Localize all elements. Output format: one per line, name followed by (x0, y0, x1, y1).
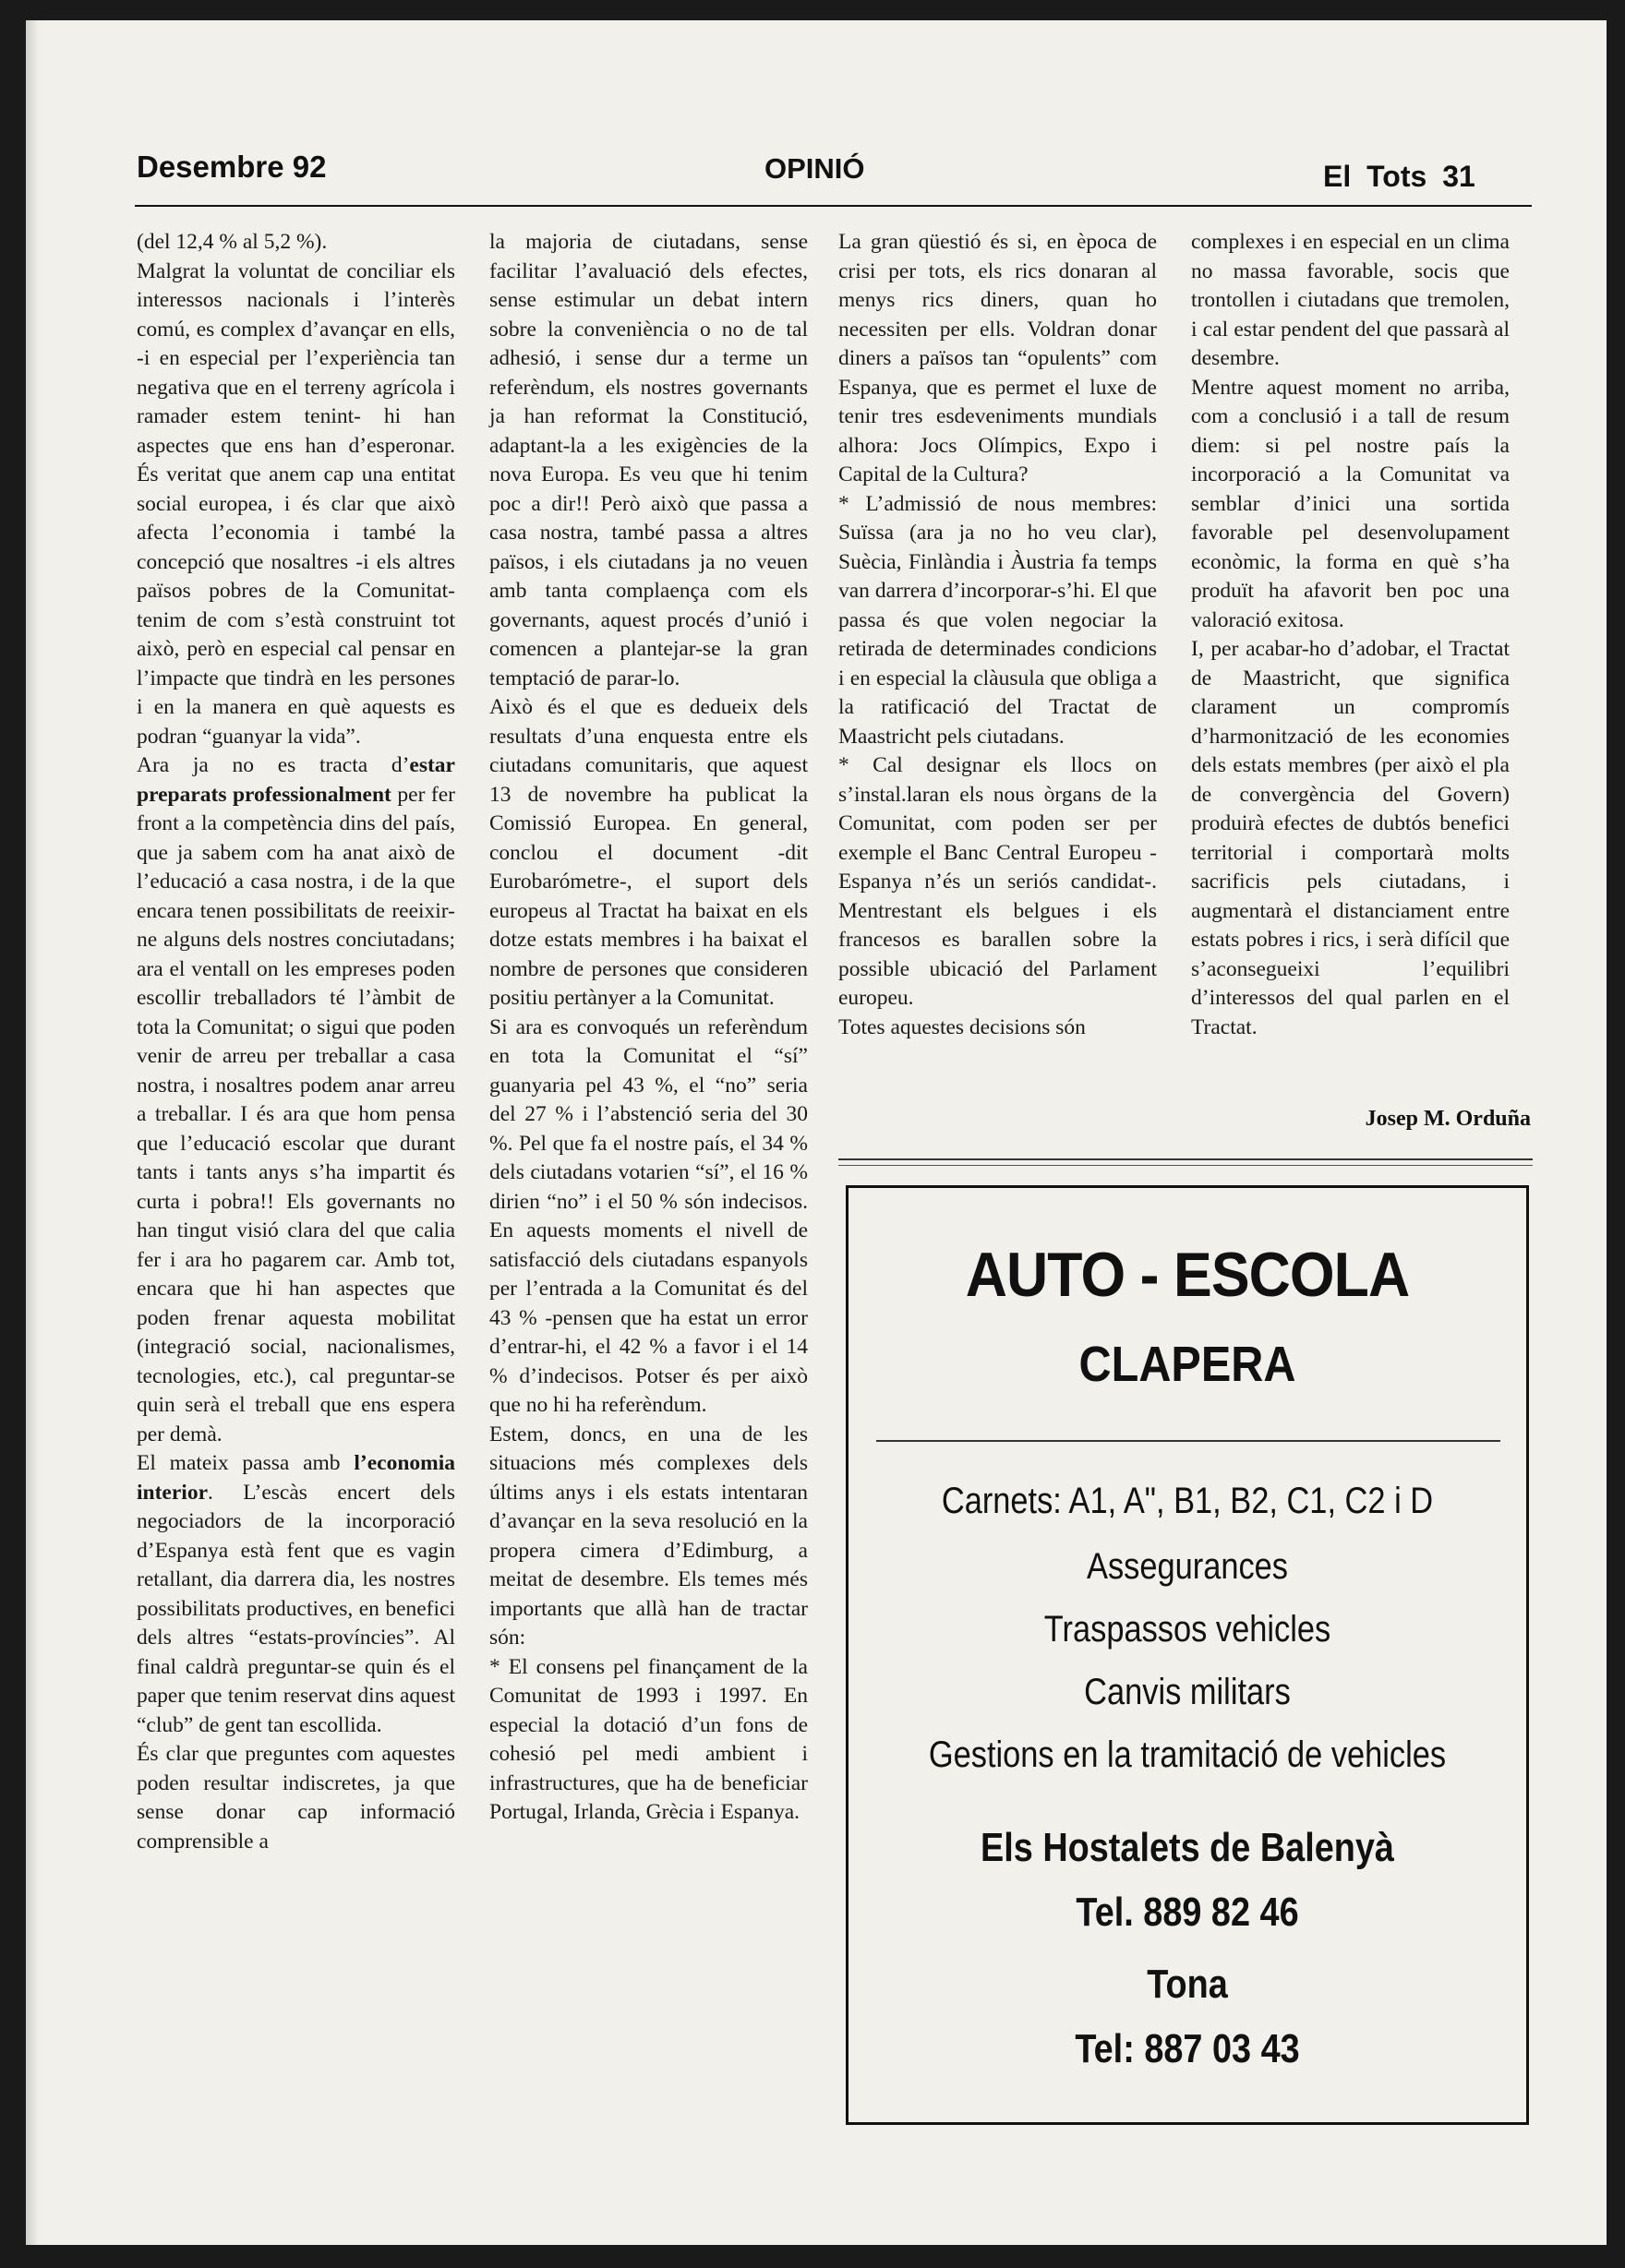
paragraph: Això és el que es dedueix dels resultats d’una enquesta entre els ciutadans comunitaris, que aquest 13 de novembre ha publicat la Comissió Europea. En general, conclou el document -dit Eurobarómetre-, el suport dels europeus al Tractat ha baixat en els dotze estats membres i ha baixat el nombre de persones que consideren positiu pertànyer a la Comunitat. (489, 695, 808, 1010)
paragraph: * L’admissió de nous membres: Suïssa (ara ja no ho veu clar), Suècia, Finlàndia i Àustria fa temps van darrera d’incorporar-s’hi. El que passa és que volen negociar la retirada de determinades condicions i en especial la clàusula que obliga a la ratificació del Tractat de Maastricht pels ciutadans. (838, 491, 1157, 749)
paragraph: complexes i en especial en un clima no massa favorable, socis que trontollen i ciutadans que tremolen, i cal estar pendent del que passarà al desembre. (1191, 230, 1510, 370)
header-rule (135, 205, 1532, 207)
article-column-3 (838, 228, 1157, 1042)
ad-service-line: Canvis militars (1084, 1672, 1291, 1712)
page-binding-shadow (26, 20, 39, 2245)
paragraph: I, per acabar-ho d’adobar, el Tractat de Maastricht, que significa clarament un compromís d’harmonització de les economies dels estats membres (per això el pla de convergència del Govern) produirà efectes de dubtós benefici territorial i comportarà molts sacrificis pels ciutadans, i augmentarà el distanciament entre estats pobres i rics, i serà difícil que s’aconsegueixi l’equilibri d’interessos del qual parlen en el Tractat. (1191, 637, 1510, 1039)
paragraph: (del 12,4 % al 5,2 %). (137, 230, 328, 254)
ad-service-line: Traspassos vehicles (1043, 1609, 1331, 1650)
separator-rule (838, 1158, 1533, 1160)
ad-divider (876, 1440, 1500, 1442)
ad-phone: Tel. 889 82 46 (1076, 1890, 1299, 1935)
section-title: OPINIÓ (764, 152, 865, 185)
author-signature: Josep M. Orduña (1365, 1107, 1531, 1131)
paragraph: Mentre aquest moment no arriba, com a conclusió i a tall de resum diem: si pel nostre país la incorporació a la Comunitat va semblar d’inici una sortida favorable pel desenvolupament econòmic, la forma en què s’ha produït ha afavorit ben poc una valoració exitosa. (1191, 375, 1510, 632)
ad-phone: Tel: 887 03 43 (1075, 2026, 1300, 2071)
issue-date: Desembre 92 (137, 150, 327, 184)
paragraph: Si ara es convoqués un referèndum en tota la Comunitat el “sí” guanyaria pel 43 %, el “no” seria del 27 % i l’abstenció seria del 30 %. Pel que fa el nostre país, el 34 % dels ciutadans votarien “sí”, el 16 % dirien “no” i el 50 % són indecisos. En aquests moments el nivell de satisfacció dels ciutadans espanyols per l’entrada a la Comunitat és del 43 % -pensen que ha estat un error d’entrar-hi, el 42 % a favor i el 14 % d’indecisos. Potser és per això que no hi ha referèndum. (489, 1014, 808, 1417)
paragraph: * El consens pel finançament de la Comunitat de 1993 i 1997. En especial la dotació d’un fons de cohesió pel medi ambient i infrastructures, que ha de beneficiar Portugal, Irlanda, Grècia i Espanya. (489, 1654, 808, 1824)
paragraph: * Cal designar els llocs on s’instal.laran els nous òrgans de la Comunitat, com poden ser per exemple el Banc Central Europeu -Espanya n’és un seriós candidat-. Mentrestant els belgues i els francesos es barallen sobre la possible ubicació del Parlament europeu. (838, 753, 1157, 1010)
ad-service-line: Carnets: A1, A", B1, B2, C1, C2 i D (941, 1481, 1434, 1521)
ad-business-name: CLAPERA (1078, 1337, 1296, 1392)
ad-location: Tona (1147, 1962, 1228, 2007)
ad-title: AUTO - ESCOLA (965, 1240, 1410, 1310)
driving-school-advertisement (846, 1185, 1529, 2125)
article-column-4 (1191, 228, 1510, 1042)
separator-rule (838, 1165, 1533, 1166)
ad-service-line: Gestions en la tramitació de vehicles (928, 1734, 1447, 1775)
bold-phrase: l’economia interior (137, 1451, 455, 1505)
paragraph: Estem, doncs, en una de les situacions més complexes dels últims anys i els estats intentaran d’avançar en la seva resolució en la propera cimera d’Edimburg, a meitat de desembre. Els temes més importants que allà han de tractar són: (489, 1422, 808, 1650)
ad-service-line: Assegurances (1086, 1546, 1288, 1587)
paragraph: Malgrat la voluntat de conciliar els interessos nacionals i l’interès comú, es complex d’avançar en ells, -i en especial per l’experiència tan negativa que en el terreny agrícola i ramader estem tenint- hi han aspectes que ens han d’esperonar. És veritat que anem cap una entitat social europea, i és clar que això afecta l’economia i també la concepció que nosaltres -i els altres països pobres de la Comunitat- tenim de com s’està construint tot això, però en especial cal pensar en l’impacte que tindrà en les persones i en la manera en què aquests es podran “guanyar la vida”. (137, 258, 455, 749)
paragraph: La gran qüestió és si, en època de crisi per tots, els rics donaran al menys rics diners, quan ho necessiten per ells. Voldran donar diners a països tan “opulents” com Espanya, que es permet el luxe de tenir tres esdeveniments mundials alhora: Jocs Olímpics, Expo i Capital de la Cultura? (838, 230, 1157, 486)
paragraph: Totes aquestes decisions són (838, 1014, 1086, 1039)
paragraph: És clar que preguntes com aquestes poden resultar indiscretes, ja que sense donar cap informació comprensible a (137, 1742, 455, 1854)
bold-phrase: estar preparats professionalment (137, 753, 455, 807)
article-column-2 (489, 228, 808, 1828)
paragraph: El mateix passa amb l’economia interior. L’escàs encert dels negociadors de la incorporació d’Espanya està fent que es vagin retallant, dia darrera dia, les nostres possibilitats productives, en benefici dels altres “estats-províncies”. Al final caldrà preguntar-se quin és el paper que tenim reservat dins aquest “club” de gent tan escollida. (137, 1451, 455, 1737)
paragraph: la majoria de ciutadans, sense facilitar l’avaluació dels efectes, sense estimular un debat intern sobre la conveniència o no de tal adhesió, i sense dur a terme un referèndum, els nostres governants ja han reformat la Constitució, adaptant-la a les exigències de la nova Europa. Es veu que hi tenim poc a dir!! Però això que passa a casa nostra, també passa a altres països, i els ciutadans ja no veuen amb tanta complaença com els governants, aquest procés d’unió i comencen a plantejar-se la gran temptació de parar-lo. (489, 230, 808, 690)
paragraph: Ara ja no es tracta d’estar preparats professionalment per fer front a la competència dins del país, que ja sabem com ha anat això de l’educació a casa nostra, i de la que encara tenen possibilitats de reeixir-ne alguns dels nostres conciutadans; ara el ventall on les empreses poden escollir treballadors té l’àmbit de tota la Comunitat; o sigui que poden venir de arreu per treballar a casa nostra, i nosaltres podem anar arreu a treballar. I és ara que hom pensa que l’educació escolar que durant tants i tants anys s’ha impartit és curta i pobra!! Els governants no han tingut visió clara del que calia fer i ara ho pagarem car. Amb tot, encara que hi han aspectes que poden frenar aquesta mobilitat (integració social, nacionalismes, tecnologies, etc.), cal preguntar-se quin serà el treball que ens espera per demà. (137, 753, 455, 1446)
magazine-page (26, 20, 1607, 2245)
article-column-1 (137, 228, 455, 1856)
magazine-name-page-number: El Tots 31 (1323, 160, 1475, 193)
ad-location: Els Hostalets de Balenyà (981, 1825, 1394, 1870)
page-header (26, 126, 1607, 210)
